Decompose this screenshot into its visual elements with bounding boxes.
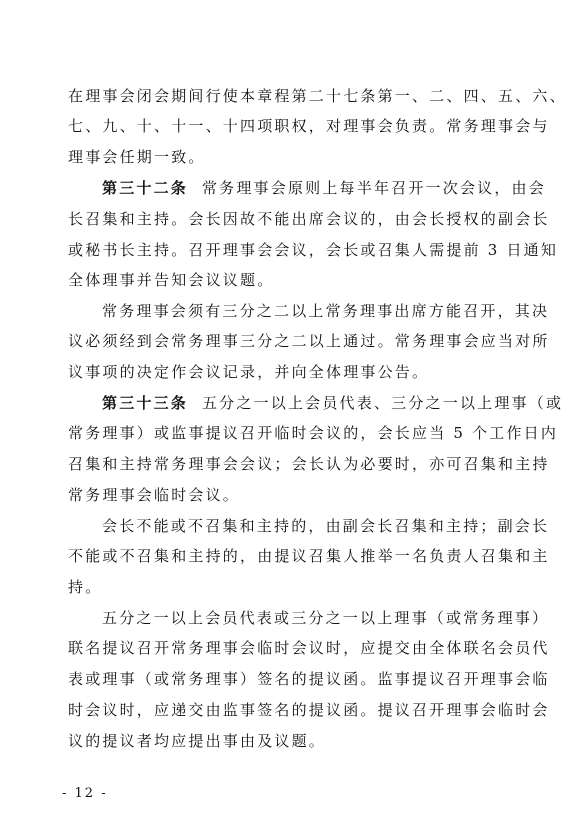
text-line: 联名提议召开常务理事会临时会议时，应提交由全体联名会员代 [68, 639, 550, 657]
article-text: 五分之一以上会员代表、三分之一以上理事（或 [201, 394, 564, 412]
text-line: 表或理事（或常务理事）签名的提议函。监事提议召开理事会临 [68, 670, 550, 688]
text-line: 长召集和主持。会长因故不能出席会议的，由会长授权的副会长 [68, 210, 550, 228]
article-33-first-line [102, 393, 563, 413]
article-text: 常务理事会原则上每半年召开一次会议，由会 [201, 179, 546, 197]
text-line: 或秘书长主持。召开理事会会议，会长或召集人需提前 3 日通知 [68, 241, 559, 259]
text-line: 持。 [68, 578, 103, 596]
paragraph-first-line: 会长不能或不召集和主持的，由副会长召集和主持；副会长 [102, 517, 550, 535]
text-line: 常务理事）或监事提议召开临时会议的，会长应当 5 个工作日内 [68, 424, 559, 442]
text-line: 全体理事并告知会议议题。 [68, 271, 275, 289]
text-line: 理事会任期一致。 [68, 148, 206, 166]
text-line: 在理事会闭会期间行使本章程第二十七条第一、二、四、五、六、 [68, 87, 567, 105]
text-line: 议必须经到会常务理事三分之二以上通过。常务理事会应当对所 [68, 332, 550, 350]
article-heading: 第三十三条 [102, 394, 189, 412]
text-line: 常务理事会临时会议。 [68, 486, 241, 504]
text-line: 不能或不召集和主持的，由提议召集人推举一名负责人召集和主 [68, 547, 550, 565]
text-line: 议事项的决定作会议记录，并向全体理事公告。 [68, 363, 430, 381]
article-heading: 第三十二条 [102, 179, 189, 197]
text-line: 召集和主持常务理事会会议；会长认为必要时，亦可召集和主持 [68, 455, 550, 473]
page-number: - 12 - [62, 786, 108, 801]
paragraph-first-line: 常务理事会须有三分之二以上常务理事出席方能召开，其决 [102, 302, 550, 320]
text-line: 七、九、十、十一、十四项职权，对理事会负责。常务理事会与 [68, 117, 550, 135]
text-line: 时会议时，应递交由监事签名的提议函。提议召开理事会临时会 [68, 701, 550, 719]
article-32-first-line [102, 178, 546, 198]
text-line: 议的提议者均应提出事由及议题。 [68, 732, 327, 750]
paragraph-first-line: 五分之一以上会员代表或三分之一以上理事（或常务理事） [102, 609, 550, 627]
